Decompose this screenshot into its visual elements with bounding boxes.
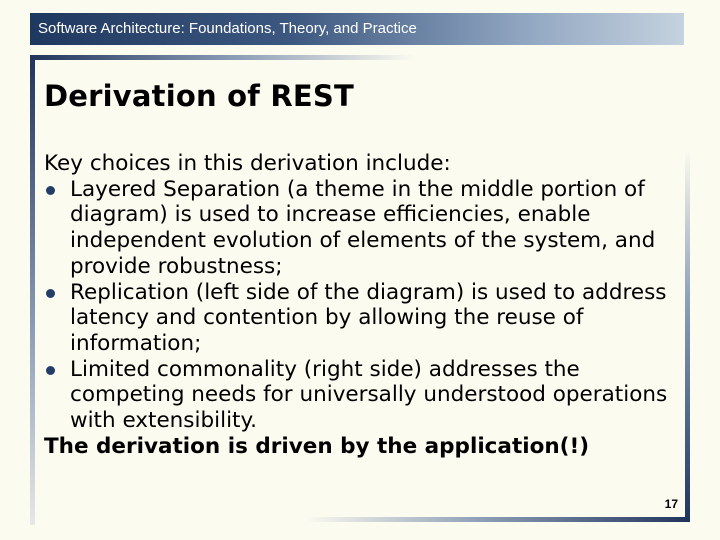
bullet-item-layered-separation [44,177,674,280]
frame-left-border [30,55,35,525]
bullet-text: Replication (left side of the diagram) is used to address latency and contention by allowing the reuse of information; [70,279,667,356]
bullet-icon [46,366,55,375]
bullet-icon [46,186,55,195]
bullet-icon [46,289,55,298]
frame-right-border [685,150,690,522]
frame-bottom-border [305,517,690,522]
conclusion-text: The derivation is driven by the application(!) [44,433,590,459]
slide-body [44,151,674,459]
bullet-text: Layered Separation (a theme in the middle portion of diagram) is used to increase efficiencies, enable independent evolution of elements of the system, and provide robustness; [70,176,656,279]
page-number: 17 [664,497,678,511]
bullet-item-replication [44,280,674,357]
slide-title: Derivation of REST [44,79,354,113]
bullet-item-limited-commonality [44,357,674,434]
intro-text: Key choices in this derivation include: [44,151,451,176]
bullet-text: Limited commonality (right side) addresses the competing needs for universally understood operations with extensibility. [70,356,668,434]
frame-top-border [30,55,415,60]
header-bar [30,13,684,45]
bullet-list [44,177,674,434]
header-title: Software Architecture: Foundations, Theory, and Practice [38,20,417,37]
